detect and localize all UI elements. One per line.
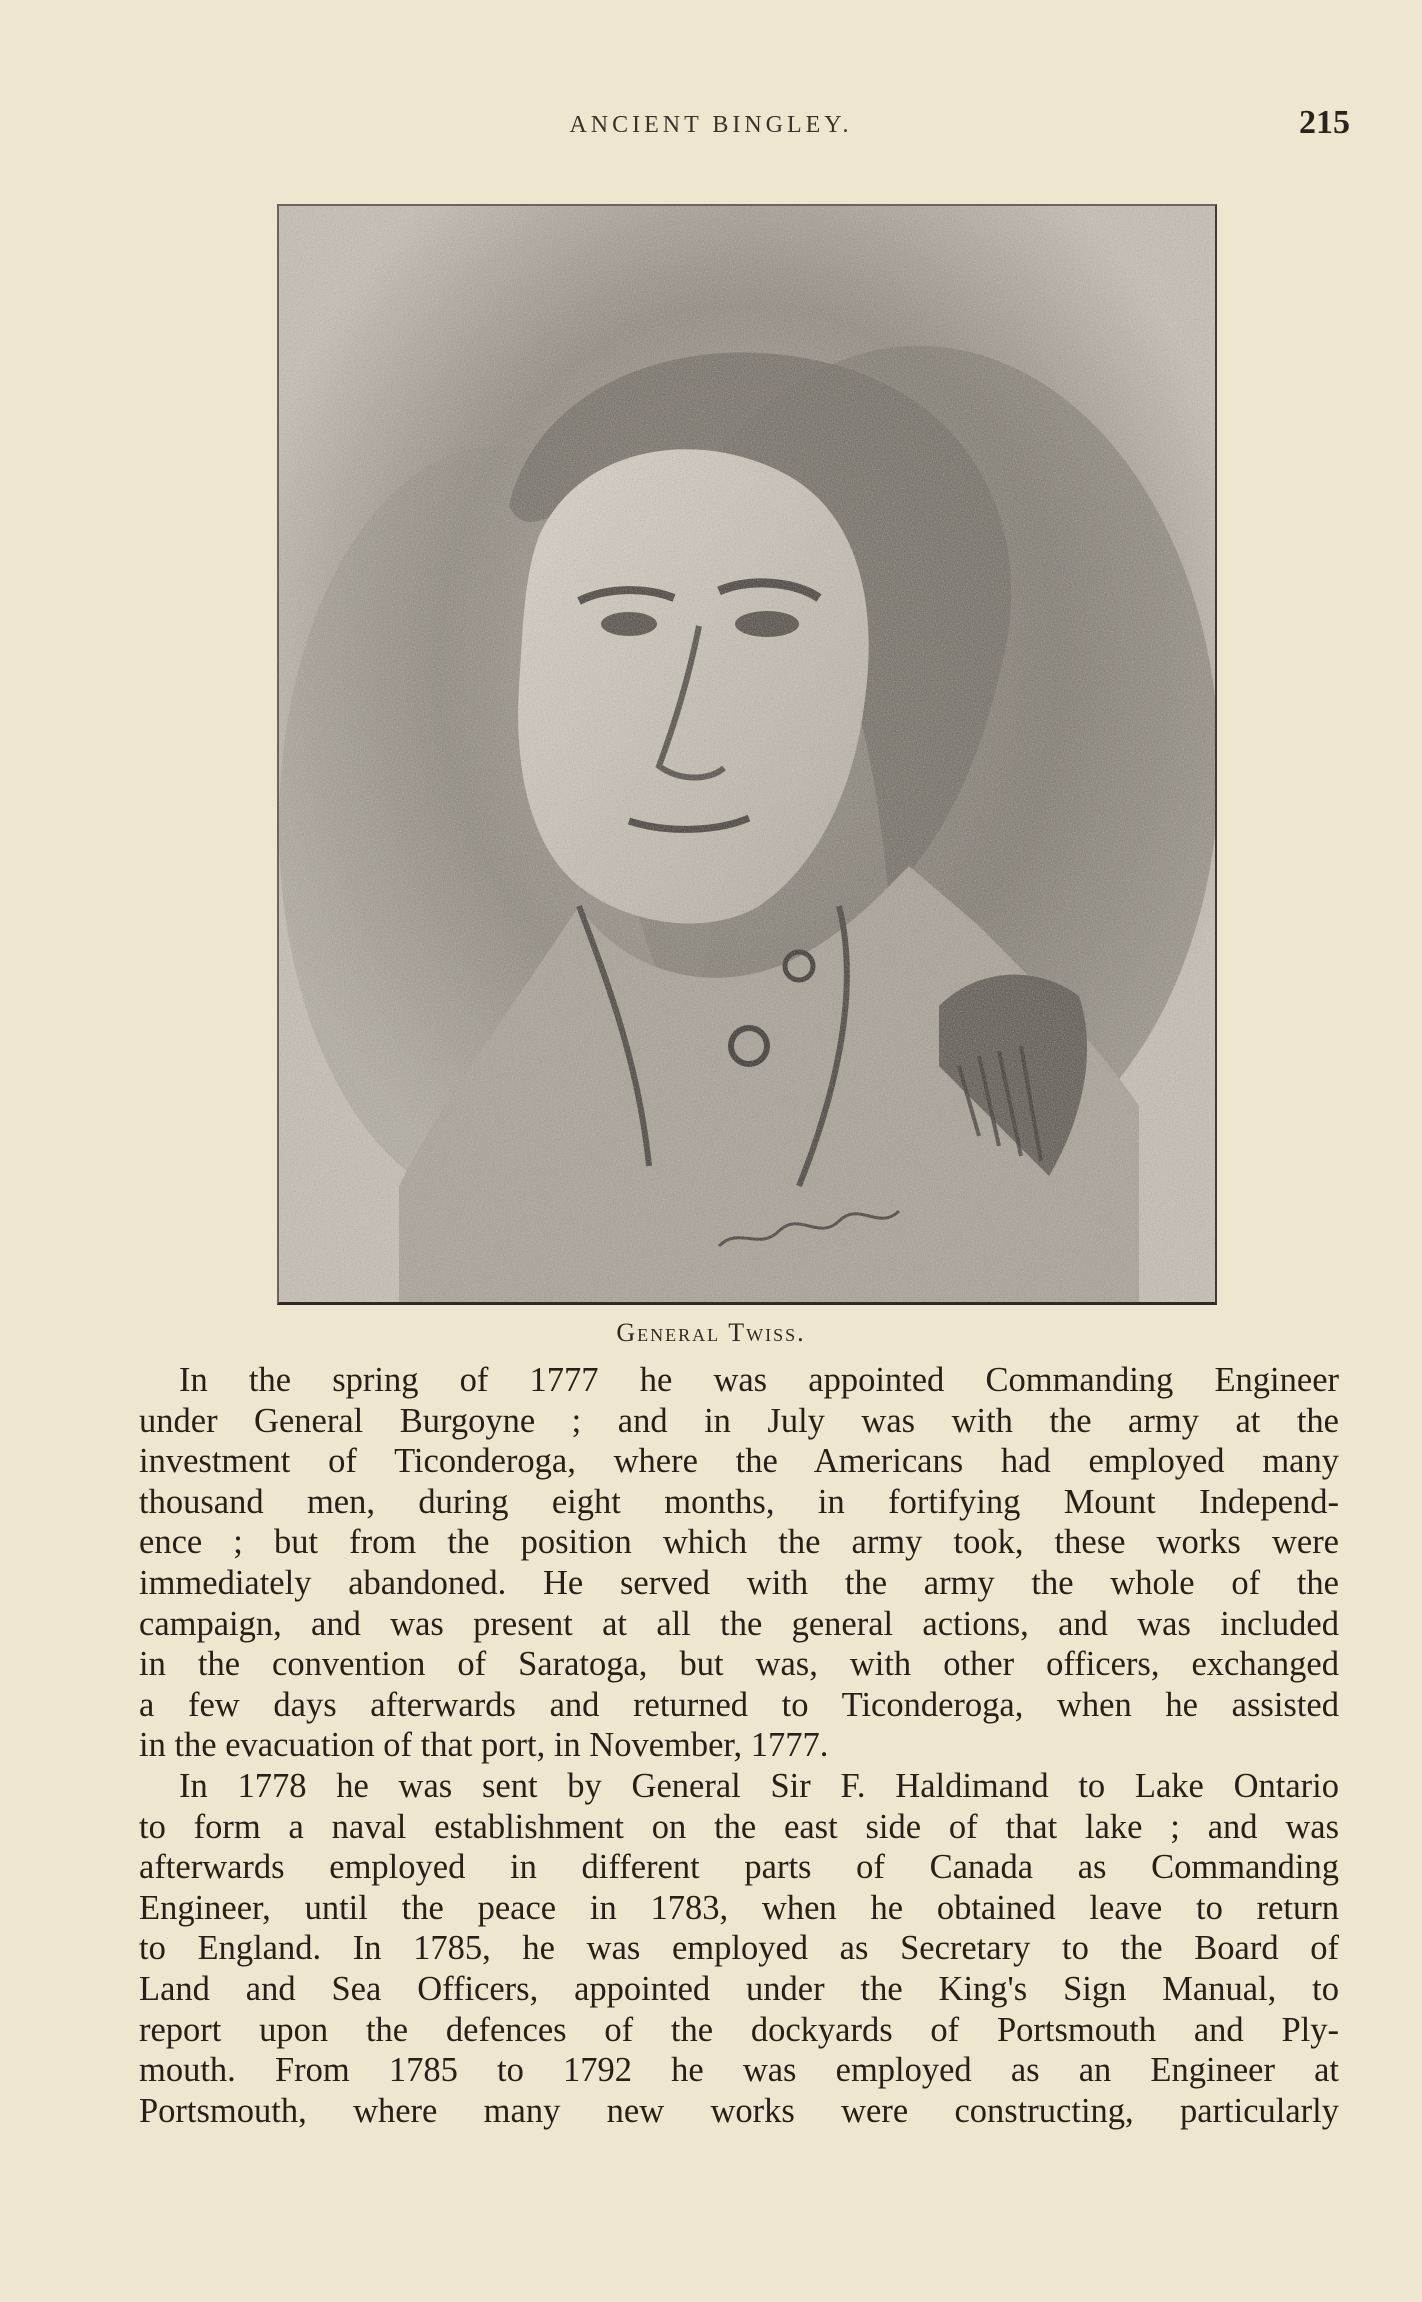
text-line: in the convention of Saratoga, but was, with other officers, exchanged: [139, 1645, 1339, 1684]
text-line: afterwards employed in different parts of Canada as Commanding: [139, 1848, 1339, 1887]
text-line: to England. In 1785, he was employed as Secretary to the Board of: [139, 1929, 1339, 1968]
text-line: Portsmouth, where many new works were constructing, particularly: [139, 2091, 1339, 2130]
text-line: In the spring of 1777 he was appointed Commanding Engineer: [179, 1361, 1339, 1399]
text-line: In 1778 he was sent by General Sir F. Haldimand to Lake Ontario: [179, 1766, 1339, 1805]
text-line: report upon the defences of the dockyards of Portsmouth and Ply-: [139, 2010, 1339, 2049]
figure-caption: General Twiss.: [616, 1318, 806, 1347]
text-line: Land and Sea Officers, appointed under the King's Sign Manual, to: [139, 1969, 1339, 2008]
page-number: 215: [1299, 104, 1350, 141]
text-line: campaign, and was present at all the general actions, and was included: [139, 1604, 1339, 1643]
text-line: in the evacuation of that port, in November, 1777.: [139, 1726, 829, 1765]
portrait-illustration: [279, 206, 1215, 1302]
text-line: under General Burgoyne ; and in July was with the army at the: [139, 1401, 1339, 1440]
text-line: mouth. From 1785 to 1792 he was employed as an Engineer at: [139, 2051, 1339, 2090]
text-line: to form a naval establishment on the east side of that lake ; and was: [139, 1807, 1339, 1846]
text-line: investment of Ticonderoga, where the Americans had employed many: [139, 1442, 1339, 1481]
text-line: thousand men, during eight months, in fortifying Mount Independ-: [139, 1482, 1339, 1521]
text-line: ence ; but from the position which the army took, these works were: [139, 1523, 1339, 1562]
body-text: [139, 1360, 1339, 2131]
text-line: immediately abandoned. He served with the army the whole of the: [139, 1563, 1339, 1602]
portrait-engraving: [277, 204, 1217, 1305]
running-title: ANCIENT BINGLEY.: [569, 112, 853, 138]
text-line: Engineer, until the peace in 1783, when he obtained leave to return: [139, 1888, 1339, 1927]
text-line: a few days afterwards and returned to Ticonderoga, when he assisted: [139, 1685, 1339, 1724]
